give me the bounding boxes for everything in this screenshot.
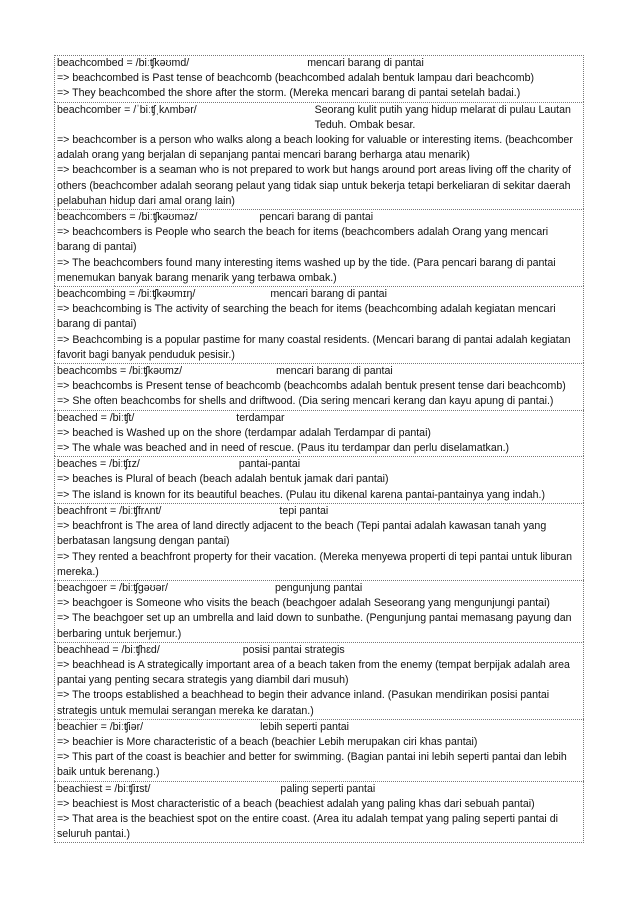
entry-translation: Seorang kulit putih yang hidup melarat di pulau Lautan Teduh. Ombak besar. <box>314 103 571 131</box>
entry-header <box>57 720 581 735</box>
entry-translation: mencari barang di pantai <box>270 288 387 301</box>
entry-explanation: => The beachgoer set up an umbrella and laid down to sunbathe. (Pengunjung pantai memasang payung dan berbaring untuk berjemur.) <box>57 612 572 640</box>
entry-explanation: => beachgoer is Someone who visits the beach (beachgoer adalah Seseorang yang mengunjungi pantai) <box>57 597 550 610</box>
entry-translation: pantai-pantai <box>238 458 301 471</box>
entry-translation: tepi pantai <box>279 504 329 517</box>
entry-explanation: => beachcombs is Present tense of beachcomb (beachcombs adalah bentuk present tense dari beachcomb) <box>57 380 566 393</box>
entry-term: beaches = /biːʧɪz/ <box>57 458 140 471</box>
entry-explanation: => beachhead is A strategically important area of a beach taken from the enemy (tempat berpijak adalah area pantai yang penting secara strategis yang diambil dari musuh) <box>57 658 570 687</box>
entry-term: beachiest = /biːʧiɪst/ <box>57 782 151 795</box>
glossary-document <box>54 55 584 843</box>
glossary-entry <box>54 503 584 580</box>
entry-translation: terdampar <box>236 411 285 424</box>
entry-explanation: => Beachcombing is a popular pastime for many coastal residents. (Mencari barang di pantai adalah kegiatan favorit bagi banyak penduduk pesisir.) <box>57 333 571 361</box>
entry-explanation: => This part of the coast is beachier and better for swimming. (Bagian pantai ini lebih seperti pantai dan lebih baik untuk berenang.) <box>57 751 567 779</box>
entry-explanation: => That area is the beachiest spot on the entire coast. (Area itu adalah tempat yang paling seperti pantai di seluruh pantai.) <box>57 812 558 841</box>
entry-explanation: => beached is Washed up on the shore (terdampar adalah Terdampar di pantai) <box>57 426 431 439</box>
entry-header <box>57 643 581 658</box>
entry-term: beachcomber = /ˈbiːʧˌkʌmbər/ <box>57 103 197 116</box>
entry-term: beachcombs = /biːʧkəʊmz/ <box>57 365 183 378</box>
glossary-entry <box>54 719 584 781</box>
entry-header <box>57 56 581 71</box>
glossary-entry <box>54 55 584 102</box>
glossary-entry <box>54 209 584 286</box>
entry-header <box>57 782 581 797</box>
entry-explanation: => The island is known for its beautiful beaches. (Pulau itu dikenal karena pantai-pantainya yang indah.) <box>57 488 546 501</box>
glossary-entry <box>54 456 584 503</box>
entry-term: beachcombed = /biːʧkəʊmd/ <box>57 57 190 69</box>
entry-explanation: => beachcombed is Past tense of beachcomb (beachcombed adalah bentuk lampau dari beachcomb) <box>57 72 535 85</box>
entry-explanation: => beachcombers is People who search the beach for items (beachcombers adalah Orang yang mencari barang di pantai) <box>57 226 549 254</box>
entry-explanation: => beachiest is Most characteristic of a beach (beachiest adalah yang paling khas dari sebuah pantai) <box>57 797 535 810</box>
entry-header <box>57 210 581 225</box>
entry-explanation: => They rented a beachfront property for their vacation. (Mereka menyewa properti di tepi pantai untuk liburan mereka.) <box>57 550 573 578</box>
entry-explanation: => beachfront is The area of land directly adjacent to the beach (Tepi pantai adalah kawasan tanah yang berbatasan langsung dengan pantai) <box>57 520 547 548</box>
entry-header <box>57 364 581 379</box>
entry-explanation: => The whale was beached and in need of rescue. (Paus itu terdampar dan perlu diselamatkan.) <box>57 442 510 455</box>
entry-term: beachhead = /biːʧhɛd/ <box>57 643 160 656</box>
glossary-entry <box>54 286 584 363</box>
entry-translation: mencari barang di pantai <box>307 57 424 69</box>
glossary-entry <box>54 363 584 410</box>
entry-explanation: => beaches is Plural of beach (beach adalah bentuk jamak dari pantai) <box>57 473 389 486</box>
entry-explanation: => beachcomber is a person who walks along a beach looking for valuable or interesting items. (beachcomber adalah orang yang berjalan di sepanjang pantai mencari barang berharga atau menarik) <box>57 134 573 162</box>
entry-header <box>57 457 581 472</box>
glossary-entry <box>54 102 584 209</box>
entry-term: beachgoer = /biːʧgəʊər/ <box>57 581 168 594</box>
entry-translation: mencari barang di pantai <box>276 365 393 378</box>
entry-term: beached = /biːʧt/ <box>57 411 135 424</box>
entry-header <box>57 504 581 519</box>
entry-term: beachfront = /biːʧfrʌnt/ <box>57 504 162 517</box>
entry-explanation: => The beachcombers found many interesting items washed up by the tide. (Para pencari barang di pantai menemukan banyak barang menarik yang terbawa ombak.) <box>57 256 556 284</box>
glossary-entry <box>54 642 584 719</box>
entry-explanation: => beachcombing is The activity of searching the beach for items (beachcombing adalah kegiatan mencari barang di pantai) <box>57 303 556 331</box>
glossary-entry <box>54 410 584 457</box>
glossary-entry <box>54 781 584 844</box>
entry-header <box>57 411 581 426</box>
entry-header <box>57 581 581 596</box>
entry-explanation: => The troops established a beachhead to begin their advance inland. (Pasukan mendirikan posisi pantai strategis untuk memulai serangan mereka ke daratan.) <box>57 689 550 717</box>
entry-explanation: => beachcomber is a seaman who is not prepared to work but hangs around port areas living off the charity of others (beachcomber adalah seorang pelaut yang tidak siap untuk bekerja tetapi berkeliaran di sekitar daerah pelabuhan hidup dari amal orang lain) <box>57 164 571 207</box>
entry-translation: lebih seperti pantai <box>260 720 350 733</box>
entry-explanation: => They beachcombed the shore after the storm. (Mereka mencari barang di pantai setelah badai.) <box>57 87 521 100</box>
entry-term: beachcombers = /biːʧkəʊməz/ <box>57 211 198 224</box>
glossary-entry <box>54 580 584 642</box>
entry-translation: paling seperti pantai <box>280 782 376 795</box>
entry-term: beachier = /biːʧiər/ <box>57 720 144 733</box>
entry-translation: pengunjung pantai <box>275 581 363 594</box>
entry-translation: pencari barang di pantai <box>259 211 374 224</box>
entry-term: beachcombing = /biːʧkəʊmɪŋ/ <box>57 288 196 301</box>
entry-translation: posisi pantai strategis <box>242 643 345 656</box>
entry-explanation: => beachier is More characteristic of a beach (beachier Lebih merupakan ciri khas pantai) <box>57 735 478 748</box>
entry-explanation: => She often beachcombs for shells and driftwood. (Dia sering mencari kerang dan kayu apung di pantai.) <box>57 395 554 408</box>
entry-header <box>57 103 581 133</box>
entry-header <box>57 287 581 302</box>
